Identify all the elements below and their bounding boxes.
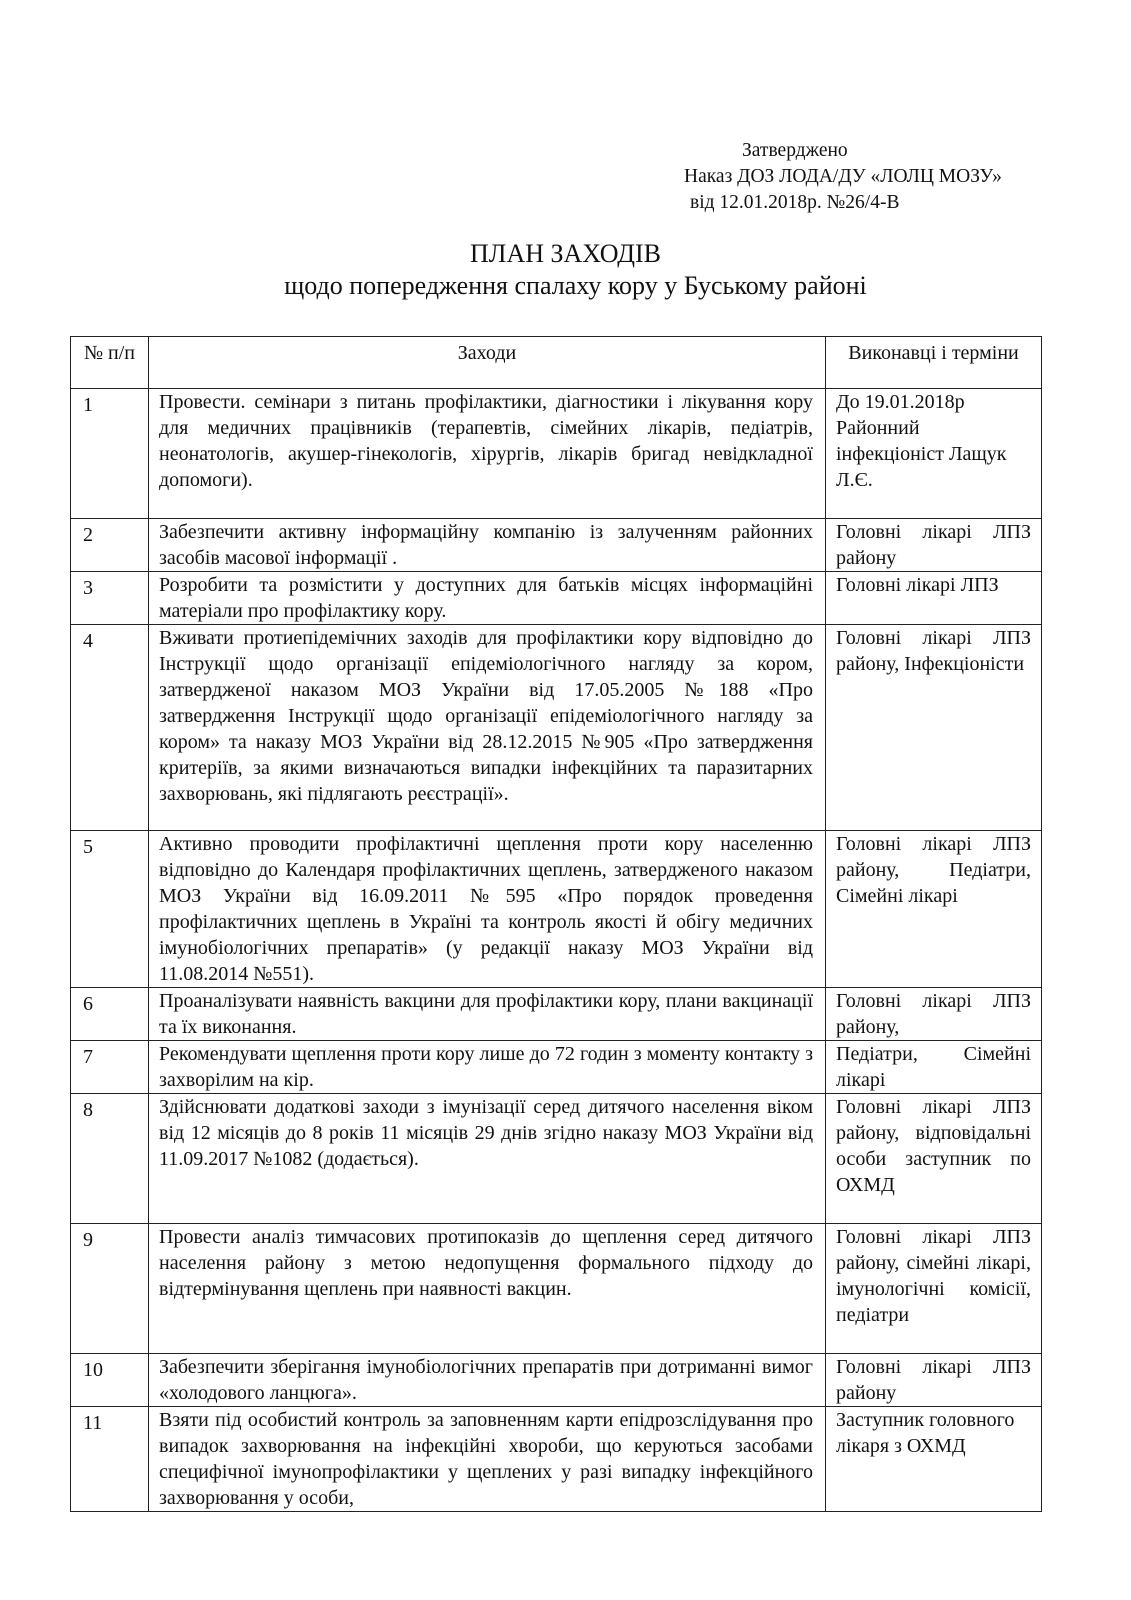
row-action: Вживати протиепідемічних заходів для профілактики кору відповідно до Інструкції щодо організації епідеміологічного нагляду за кором, затвердженої наказом МОЗ України від 17.05.2005 №188 «Про затвердження Інструкції щодо організації епідеміологічного нагляду за кором» та наказу МОЗ України від 28.12.2015 №905 «Про затвердження критеріїв, за якими визначаються випадки інфекційних та паразитарних захворювань, які підлягають реєстрації».: [149, 625, 826, 831]
row-number: 3: [71, 572, 149, 625]
document-title: [0, 238, 1131, 302]
table-row: [71, 1094, 1042, 1224]
plan-table: [70, 336, 1042, 1512]
header-executors: Виконавці і терміни: [826, 337, 1042, 389]
row-action: Здійснювати додаткові заходи з імунізації серед дитячого населення віком від 12 місяців до 8 років 11 місяців 29 днів згідно наказу МОЗ України від 11.09.2017 №1082 (додається).: [149, 1094, 826, 1224]
row-executor: Педіатри, Сімейні лікарі: [826, 1041, 1042, 1094]
approval-stamp: [684, 138, 1002, 216]
row-number: 11: [71, 1407, 149, 1512]
row-number: 8: [71, 1094, 149, 1224]
row-number: 2: [71, 519, 149, 572]
row-executor: Головні лікарі ЛПЗ району: [826, 1354, 1042, 1407]
row-number: 1: [71, 389, 149, 519]
table-row: [71, 625, 1042, 831]
approval-line-approved: Затверджено: [742, 140, 848, 161]
title-main: ПЛАН ЗАХОДІВ: [470, 239, 661, 268]
table-row: [71, 1354, 1042, 1407]
approval-line-date: від 12.01.2018р. №26/4-В: [690, 192, 900, 213]
row-executor: Головні лікарі ЛПЗ району, Інфекціоністи: [826, 625, 1042, 831]
row-executor: Головні лікарі ЛПЗ району,: [826, 988, 1042, 1041]
approval-line-order: Наказ ДОЗ ЛОДА/ДУ «ЛОЛЦ МОЗУ»: [684, 166, 1002, 187]
header-actions: Заходи: [149, 337, 826, 389]
row-number: 10: [71, 1354, 149, 1407]
header-number: № п/п: [71, 337, 149, 389]
row-action: Провести. семінари з питань профілактики, діагностики і лікування кору для медичних працівників (терапевтів, сімейних лікарів, педіатрів, неонатологів, акушер-гінекологів, хірургів, лікарів бригад невідкладної допомоги).: [149, 389, 826, 519]
row-action: Активно проводити профілактичні щеплення проти кору населенню відповідно до Календаря профілактичних щеплень, затвердженого наказом МОЗ України від 16.09.2011 №595 «Про порядок проведення профілактичних щеплень в Україні та контроль якості й обігу медичних імунобіологічних препаратів» (у редакції наказу МОЗ України від 11.08.2014 №551).: [149, 831, 826, 988]
table-row: [71, 988, 1042, 1041]
row-executor: Головні лікарі ЛПЗ району, Педіатри, Сімейні лікарі: [826, 831, 1042, 988]
row-executor: Головні лікарі ЛПЗ району: [826, 519, 1042, 572]
row-action: Забезпечити зберігання імунобіологічних препаратів при дотриманні вимог «холодового ланцюга».: [149, 1354, 826, 1407]
row-number: 5: [71, 831, 149, 988]
row-action: Проаналізувати наявність вакцини для профілактики кору, плани вакцинації та їх виконання.: [149, 988, 826, 1041]
row-action: Провести аналіз тимчасових протипоказів до щеплення серед дитячого населення району з метою недопущення формального підходу до відтермінування щеплень при наявності вакцин.: [149, 1224, 826, 1354]
row-number: 4: [71, 625, 149, 831]
row-action: Рекомендувати щеплення проти кору лише до 72 годин з моменту контакту з захворілим на кір.: [149, 1041, 826, 1094]
row-number: 6: [71, 988, 149, 1041]
row-executor: Головні лікарі ЛПЗ району, сімейні лікарі, імунологічні комісії, педіатри: [826, 1224, 1042, 1354]
table-row: [71, 519, 1042, 572]
table-row: [71, 572, 1042, 625]
row-executor: Головні лікарі ЛПЗ району, відповідальні особи заступник по ОХМД: [826, 1094, 1042, 1224]
title-subtitle: щодо попередження спалаху кору у Буському районі: [284, 271, 867, 300]
row-action: Забезпечити активну інформаційну компанію із залученням районних засобів масової інформації .: [149, 519, 826, 572]
table-row: [71, 389, 1042, 519]
row-number: 9: [71, 1224, 149, 1354]
row-executor: Заступник головного лікаря з ОХМД: [826, 1407, 1042, 1512]
table-row: [71, 831, 1042, 988]
row-executor: Головні лікарі ЛПЗ: [826, 572, 1042, 625]
row-number: 7: [71, 1041, 149, 1094]
row-action: Розробити та розмістити у доступних для батьків місцях інформаційні матеріали про профілактику кору.: [149, 572, 826, 625]
table-row: [71, 1041, 1042, 1094]
row-executor: До 19.01.2018р Районний інфекціоніст Лащук Л.Є.: [826, 389, 1042, 519]
table-row: [71, 1224, 1042, 1354]
table-row: [71, 1407, 1042, 1512]
table-header-row: [71, 337, 1042, 389]
row-action: Взяти під особистий контроль за заповненням карти епідрозслідування про випадок захворювання на інфекційні хвороби, що керуються засобами специфічної імунопрофілактики у щеплених у разі випадку інфекційного захворювання у особи,: [149, 1407, 826, 1512]
